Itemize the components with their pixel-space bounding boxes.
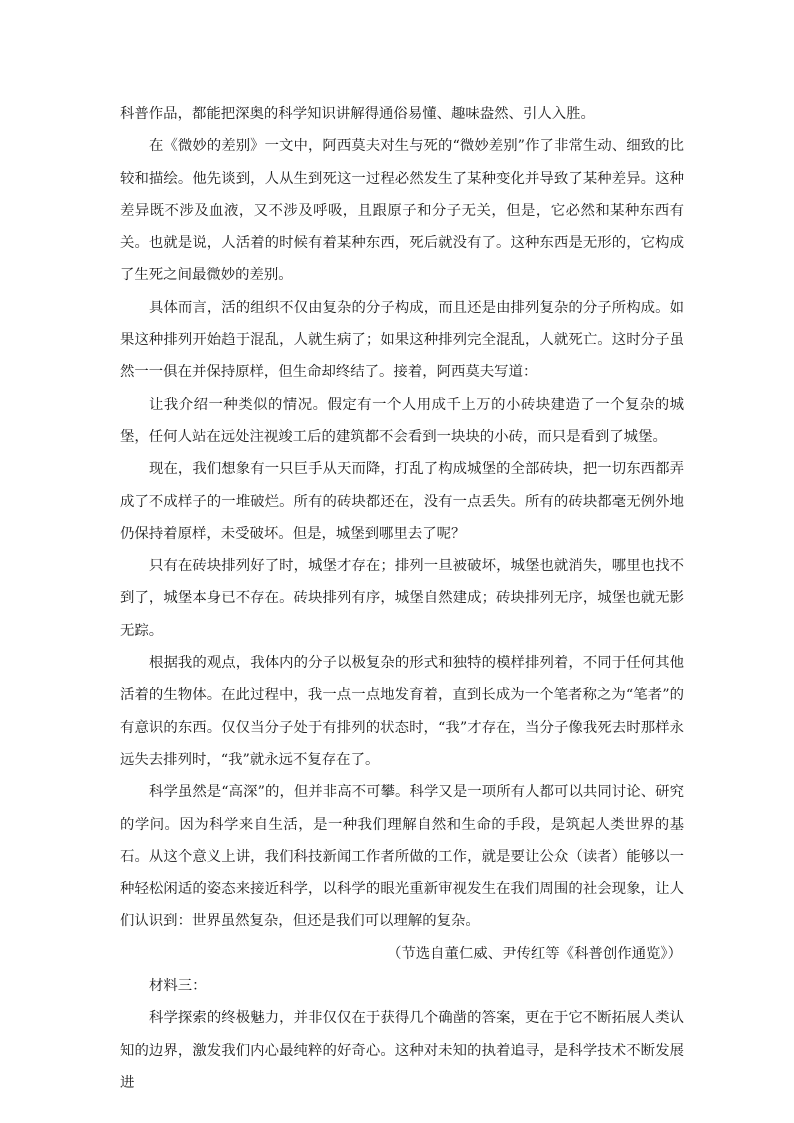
paragraph-science-accessible: 科学虽然是“高深”的，但并非高不可攀。科学又是一项所有人都可以共同讨论、研究的学问。因为科学来自生活，是一种我们理解自然和生命的手段，是筑起人类世界的基石。从这个意义上讲，我们科技新闻工作者所做的工作，就是要让公众（读者）能够以一种轻松闲适的姿态来接近科学，以科学的眼光重新审视发生在我们周围的社会现象，让人们认识到：世界虽然复杂，但还是我们可以理解的复杂。 <box>120 784 684 930</box>
paragraph-castle-quote-4: 根据我的观点，我体内的分子以极复杂的形式和独特的模样排列着，不同于任何其他活着的生物体。在此过程中，我一点一点地发育着，直到长成为一个笔者称之为“笔者”的有意识的东西。仅仅当分子处于有排列的状态时，“我”才存在，当分子像我死去时那样永远失去排列时，“我”就永远不复存在了。 <box>120 655 684 768</box>
paragraph-subtle-difference: 在《微妙的差别》一文中，阿西莫夫对生与死的“微妙差别”作了非常生动、细致的比较和描绘。他先谈到，人从生到死这一过程必然发生了某种变化并导致了某种差异。这种差异既不涉及血液，又不涉及呼吸，且跟原子和分子无关，但是，它必然和某种东西有关。也就是说，人活着的时候有着某种东西，死后就没有了。这种东西是无形的，它构成了生死之间最微妙的差别。 <box>120 138 684 284</box>
paragraph-castle-quote-1: 让我介绍一种类似的情况。假定有一个人用成千上万的小砖块建造了一个复杂的城堡，任何人站在远处注视竣工后的建筑都不会看到一块块的小砖，而只是看到了城堡。 <box>120 396 684 445</box>
paragraph-castle-quote-3: 只有在砖块排列好了时，城堡才存在；排列一旦被破坏，城堡也就消失，哪里也找不到了，城堡本身已不存在。砖块排列有序，城堡自然建成；砖块排列无序，城堡也就无影无踪。 <box>120 558 684 639</box>
material-three-text: 科学探索的终极魅力，并非仅仅在于获得几个确凿的答案，更在于它不断拓展人类认知的边界，激发我们内心最纯粹的好奇心。这种对未知的执着追寻，是科学技术不断发展进 <box>120 1010 684 1091</box>
paragraph-molecule-arrangement: 具体而言，活的组织不仅由复杂的分子构成，而且还是由排列复杂的分子所构成。如果这种排列开始趋于混乱，人就生病了；如果这种排列完全混乱，人就死亡。这时分子虽然一一俱在并保持原样，但生命却终结了。接着，阿西莫夫写道： <box>120 299 684 381</box>
material-three-label: 材料三： <box>149 978 207 995</box>
paragraph-continuation: 科普作品，都能把深奥的科学知识讲解得通俗易懂、趣味盎然、引人入胜。 <box>120 106 595 122</box>
source-citation: （节选自董仁威、尹传红等《科普创作通览》） <box>386 945 682 962</box>
paragraph-castle-quote-2: 现在，我们想象有一只巨手从天而降，打乱了构成城堡的全部砖块，把一切东西都弄成了不成样子的一堆破烂。所有的砖块都还在，没有一点丢失。所有的砖块都毫无例外地仍保持着原样，未受破坏。但是，城堡到哪里去了呢？ <box>120 461 684 542</box>
